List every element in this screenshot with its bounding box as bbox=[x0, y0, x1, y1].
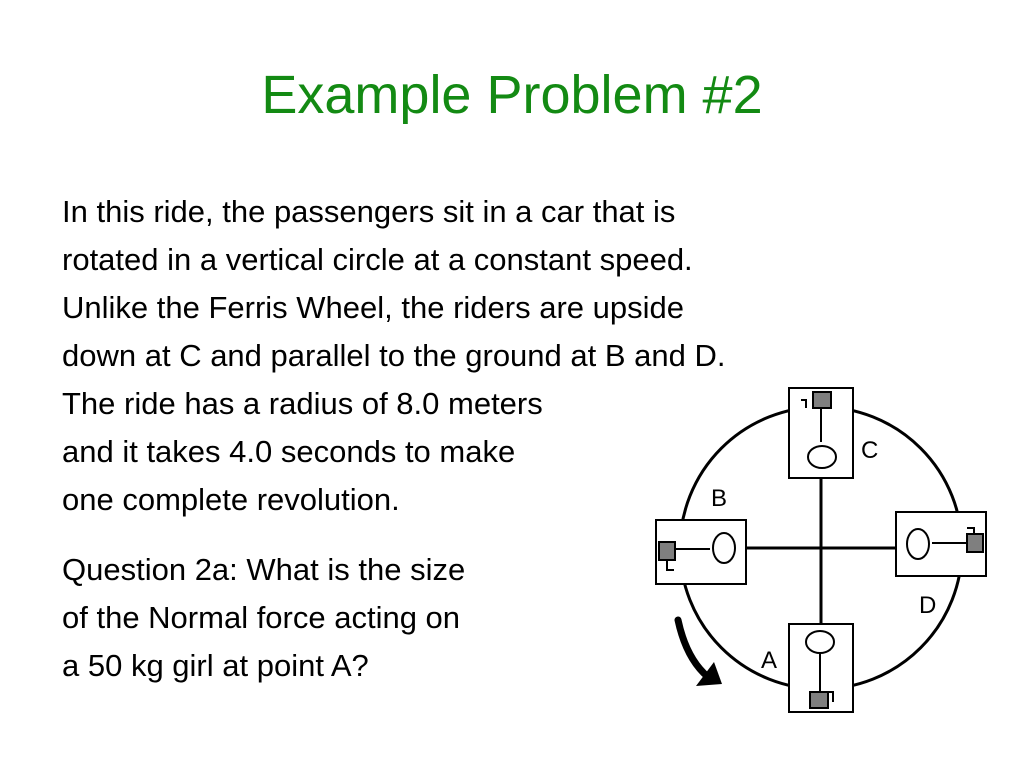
text-line: In this ride, the passengers sit in a car that is bbox=[62, 194, 676, 229]
car-b bbox=[656, 520, 746, 584]
ride-diagram bbox=[640, 380, 1024, 720]
text-line: and it takes 4.0 seconds to make bbox=[62, 434, 516, 469]
text-line: The ride has a radius of 8.0 meters bbox=[62, 386, 543, 421]
label-a: A bbox=[761, 647, 778, 674]
rotation-arrow-icon bbox=[678, 620, 722, 686]
text-line: down at C and parallel to the ground at B and D. bbox=[62, 338, 726, 373]
label-d: D bbox=[919, 592, 937, 619]
problem-description bbox=[62, 188, 726, 524]
ride-diagram-svg bbox=[640, 380, 1024, 720]
car-c bbox=[789, 388, 853, 478]
text-line: of the Normal force acting on bbox=[62, 600, 461, 635]
text-line: Question 2a: What is the size bbox=[62, 552, 466, 587]
text-line: one complete revolution. bbox=[62, 482, 400, 517]
label-b: B bbox=[711, 485, 728, 512]
text-line: rotated in a vertical circle at a constant speed. bbox=[62, 242, 693, 277]
question-text bbox=[62, 546, 465, 690]
slide-title: Example Problem #2 bbox=[261, 65, 763, 125]
car-a bbox=[789, 624, 853, 712]
car-d bbox=[896, 512, 986, 576]
text-line: Unlike the Ferris Wheel, the riders are upside bbox=[62, 290, 684, 325]
text-line: a 50 kg girl at point A? bbox=[62, 648, 369, 683]
label-c: C bbox=[861, 437, 879, 464]
